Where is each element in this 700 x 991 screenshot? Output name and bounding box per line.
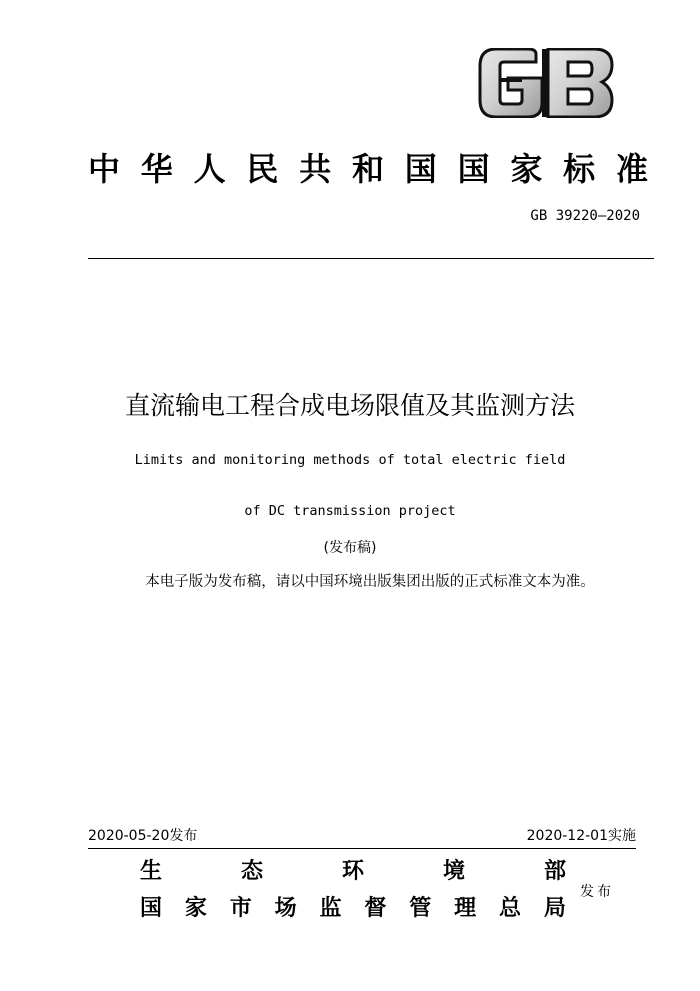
heading-char: 家 [510, 150, 543, 188]
issuer-char: 管 [409, 896, 432, 921]
issuer-char: 国 [140, 896, 163, 921]
issuer-char: 市 [229, 896, 252, 921]
issuer-ministry [140, 857, 566, 887]
gb-logo-icon [478, 48, 614, 118]
national-standard-heading [88, 150, 648, 188]
title-chinese: 直流输电工程合成电场限值及其监测方法 [124, 391, 575, 420]
issued-label: 发布 [580, 884, 614, 900]
issuer-administration [140, 894, 566, 924]
issuer-char: 环 [341, 859, 364, 884]
issuer-char: 家 [184, 896, 207, 921]
heading-char: 华 [140, 150, 173, 188]
issuer-char: 态 [240, 859, 263, 884]
electronic-version-notice: 本电子版为发布稿，请以中国环境出版集团出版的正式标准文本为准。 [145, 574, 595, 590]
heading-char: 共 [299, 150, 332, 188]
standard-code: GB 39220—2020 [530, 208, 640, 224]
heading-char: 标 [563, 150, 596, 188]
issuer-char: 监 [319, 896, 342, 921]
issuer-char: 境 [442, 859, 465, 884]
issuer-char: 部 [543, 859, 566, 884]
top-divider [88, 258, 654, 259]
issuer-char: 生 [140, 859, 163, 884]
effective-date: 2020-12-01实施 [526, 828, 636, 844]
bottom-divider [88, 848, 636, 849]
title-english-line1: Limits and monitoring methods of total electric field [134, 452, 566, 468]
issuer-char: 督 [364, 896, 387, 921]
heading-char: 中 [88, 150, 121, 188]
heading-char: 和 [351, 150, 384, 188]
issuer-char: 理 [454, 896, 477, 921]
draft-label: (发布稿) [323, 540, 377, 556]
heading-char: 民 [246, 150, 279, 188]
publish-date: 2020-05-20发布 [88, 828, 198, 844]
heading-char: 准 [615, 150, 648, 188]
issuer-char: 总 [499, 896, 522, 921]
title-english-line2: of DC transmission project [244, 503, 456, 519]
heading-char: 国 [404, 150, 437, 188]
issuer-char: 场 [274, 896, 297, 921]
heading-char: 人 [193, 150, 226, 188]
issuer-char: 局 [543, 896, 566, 921]
heading-char: 国 [457, 150, 490, 188]
